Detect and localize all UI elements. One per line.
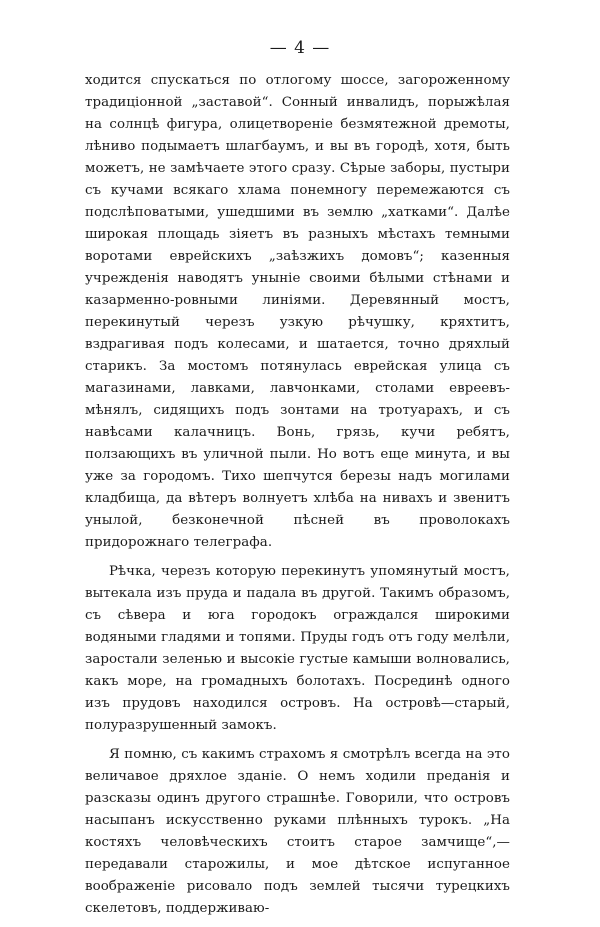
paragraph-3: Я помню, съ какимъ страхомъ я смотрѣлъ всегда на это величавое дряхлое зданіе. О немъ ходили преданія и разсказы одинъ другого страшнѣе. Говорили, что островъ насыпанъ искусственно руками плѣнныхъ турокъ. „На костяхъ человѣческихъ стоитъ старое замчище“,—передавали старожилы, и мое дѣтское испуганное воображеніе рисовало подъ землей тысячи турецкихъ скелетовъ, поддерживаю- <box>85 747 510 916</box>
page-number: — 4 — <box>269 38 331 58</box>
paragraph-2: Рѣчка, черезъ которую перекинутъ упомянутый мостъ, вытекала изъ пруда и падала въ другой. Такимъ образомъ, съ сѣвера и юга городокъ ограждался широкими водяными гладями и топями. Пруды годъ отъ году мелѣли, заростали зеленью и высокіе густые камыши волновались, какъ море, на громадныхъ болотахъ. Посрединѣ одного изъ прудовъ находился островъ. На островѣ—старый, полуразрушенный замокъ. <box>85 564 510 733</box>
text-body <box>85 70 510 927</box>
paragraph-1: ходится спускаться по отлогому шоссе, загороженному традиціонной „заставой“. Сонный инвалидъ, порыжѣлая на солнцѣ фигура, олицетвореніе безмятежной дремоты, лѣниво подымаетъ шлагбаумъ, и вы въ городѣ, хотя, быть можетъ, не замѣчаете этого сразу. Сѣрые заборы, пустыри съ кучами всякаго хлама понемногу перемежаются съ подслѣповатыми, ушедшими въ землю „хатками“. Далѣе широкая площадь зіяетъ въ разныхъ мѣстахъ темными воротами еврейскихъ „заѣзжихъ домовъ“; казенныя учрежденія наводятъ уныніе своими бѣлыми стѣнами и казарменно-ровными линіями. Деревянный мостъ, перекинутый черезъ узкую рѣчушку, кряхтитъ, вздрагивая подъ колесами, и шатается, точно дряхлый старикъ. За мостомъ потянулась еврейская улица съ магазинами, лавками, лавчонками, столами евреевъ-мѣнялъ, сидящихъ подъ зонтами на тротуарахъ, и съ навѣсами калачницъ. Вонь, грязь, кучи ребятъ, ползающихъ въ уличной пыли. Но вотъ еще минута, и вы уже за городомъ. Тихо шепчутся березы надъ могилами кладбища, да вѣтеръ волнуетъ хлѣба на нивахъ и звенитъ унылой, безконечной пѣсней въ проволокахъ придорожнаго телеграфа. <box>85 73 510 550</box>
